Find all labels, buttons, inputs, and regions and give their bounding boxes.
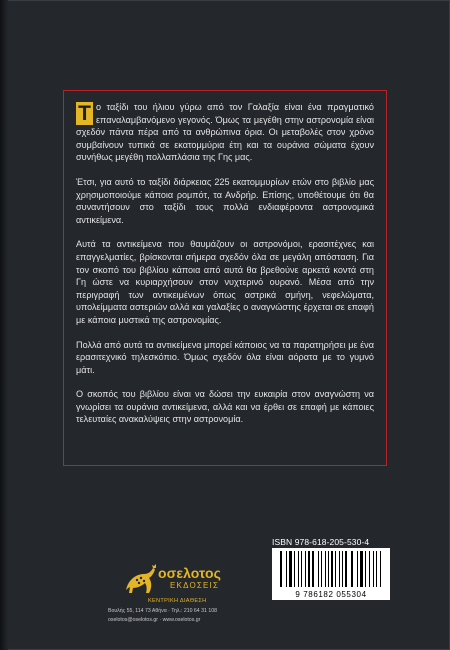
blurb-paragraph-4: Πολλά από αυτά τα αντικείμενα μπορεί κάποιος να τα παρατηρήσει με ένα ερασιτεχνικό τηλεσκόπιο. Όμως σχεδόν όλα είναι αόρατα με το γυμνό μάτι. <box>76 339 374 375</box>
ocelot-logo-icon <box>122 560 158 598</box>
barcode-bar <box>301 551 302 587</box>
barcode-bar <box>321 551 322 587</box>
barcode-bar <box>335 551 336 587</box>
spine-shadow <box>0 0 8 650</box>
publisher-subtitle: ΕΚΔΟΣΕΙΣ <box>170 581 220 590</box>
blurb-paragraph-5: Ο σκοπός του βιβλίου είναι να δώσει την ευκαιρία στον αναγνώστη να γνωρίσει τα ουράνια αντικείμενα, αλλά και να έρθει σε επαφή με κάποιες τελευταίες ανακαλύψεις στην αστρονομία. <box>76 389 374 425</box>
barcode-bar <box>325 551 326 587</box>
barcode-bar <box>351 551 353 587</box>
publisher-logo-block <box>122 560 226 598</box>
barcode-bar <box>308 551 310 587</box>
barcode-bar <box>373 551 374 587</box>
barcode-bar <box>342 551 343 587</box>
barcode-bar <box>289 551 292 587</box>
blurb-paragraph-1 <box>76 101 374 164</box>
barcode-bars <box>272 548 390 590</box>
blurb-paragraph-2: Έτσι, για αυτό το ταξίδι διάρκειας 225 εκατομμυρίων ετών στο βιβλίο μας χρησιμοποιούμε κάποια ρομπότ, τα Ανδρήρ. Επίσης, υποθέτουμε ότι θα συναντήσουν στο ταξίδι τους πολλά ενδιαφέροντα αστρονομικά αντικείμενα. <box>76 176 374 225</box>
blurb-paragraph-1-text: ο ταξίδι του ήλιου γύρω από τον Γαλαξία είναι ένα πραγματικό επαναλαμβανόμενο γεγονός. Όμως τα μεγέθη στην αστρονομία είναι σχεδόν πάντα πέρα από τα ανθρώπινα όρια. Οι μεταβολές στον χρόνο συμβαίνουν τυπικά σε εκατομμύρια έτη και τα ουράνια σώματα έχουν συνήθως μεγέθη πολλαπλάσια της Γης μας. <box>76 102 374 163</box>
barcode-bar <box>286 551 287 587</box>
barcode-digits: 9 786182 055304 <box>295 590 367 599</box>
barcode-bar <box>305 551 306 587</box>
isbn-label: ISBN 978-618-205-530-4 <box>272 537 370 547</box>
blurb-paragraph-3: Αυτά τα αντικείμενα που θαυμάζουν οι αστρονόμοι, ερασιτέχνες και επαγγελματίες, βρίσκονται σήμερα σχεδόν όλα σε μεγάλη απόσταση. Για τον σκοπό του βιβλίου κάποια από αυτά θα βρεθούνε αρκετά κοντά στη Γη ώστε να κυριαρχήσουν στον νυχτερινό ουρανό. Μέσα από την περιγραφή των αντικειμένων όπως αστρικά σμήνη, νεφελώματα, υπολείμματα αστεριών αλλά και γαλαξίες ο αναγνώστης έρχεται σε επαφή με κάποια μυστικά της αστρονομίας. <box>76 239 374 325</box>
barcode-bar <box>357 551 358 587</box>
barcode-bar <box>369 551 370 587</box>
barcode-bar <box>312 551 314 587</box>
barcode-bar <box>365 551 366 587</box>
barcode-bar <box>331 551 333 587</box>
barcode-bar <box>318 551 319 587</box>
publisher-distribution: ΚΕΝΤΡΙΚΗ ΔΙΑΘΕΣΗ <box>148 598 207 604</box>
publisher-address: Βουλής 55, 114 73 Αθήνα · Τηλ.: 210 64 31 108 <box>108 608 217 614</box>
barcode-bar <box>294 551 295 587</box>
barcode-bar <box>328 551 329 587</box>
publisher-name: οσελοτος <box>158 565 222 581</box>
barcode-bar <box>345 551 347 587</box>
blurb-frame <box>63 90 387 466</box>
isbn-barcode <box>272 548 390 600</box>
barcode-bar <box>380 551 381 587</box>
barcode-bar <box>376 551 377 587</box>
barcode-bar <box>360 551 363 587</box>
drop-cap: Τ <box>76 102 93 125</box>
barcode-bar <box>339 551 340 587</box>
barcode-bar <box>280 551 282 587</box>
barcode-bar <box>298 551 299 587</box>
publisher-web: oselotos@oselotos.gr · www.oselotos.gr <box>108 617 201 623</box>
